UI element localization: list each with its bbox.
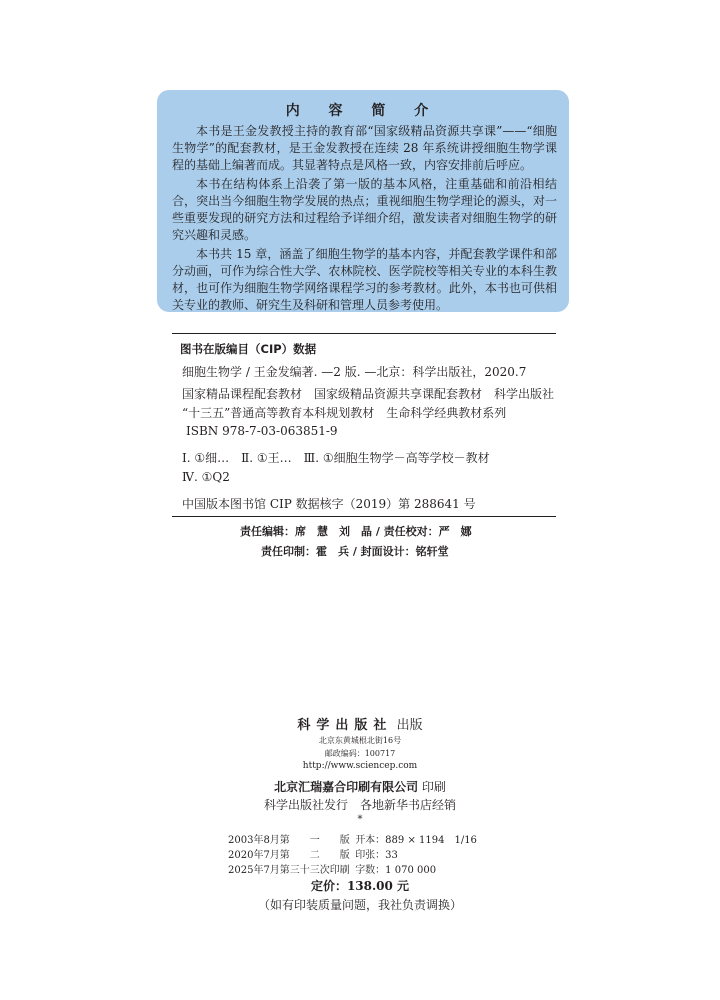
cip-heading: 图书在版编目（CIP）数据: [180, 342, 317, 356]
cip-line-classification: Ⅰ. ①细… Ⅱ. ①王… Ⅲ. ①细胞生物学－高等学校－教材: [182, 451, 490, 465]
distribution-line: 科学出版社发行 各地新华书店经销: [263, 798, 456, 812]
cip-line-classification-2: Ⅳ. ①Q2: [182, 470, 230, 484]
publisher-website: http://www.sciencep.com: [302, 761, 418, 771]
printer-action: 印刷: [421, 780, 446, 794]
edition-spec: 印张：33: [355, 850, 398, 861]
publisher-action: 出版: [396, 718, 423, 733]
summary-paragraph-3: 本书共 15 章，涵盖了细胞生物学的基本内容，并配套教学课件和部分动画，可作为综合性大学、农林院校、医学院校等相关专业的本科生教材，也可作为细胞生物学网络课程学习的参考教材。此外，本书也可供相关专业的教师、研究生及科研和管理人员参考使用。: [172, 247, 557, 312]
edition-row: [228, 831, 508, 846]
publisher-line: [0, 714, 720, 733]
cip-bottom-rule: [172, 516, 556, 517]
cip-line-isbn: ISBN 978-7-03-063851-9: [186, 424, 338, 438]
printer-name: 北京汇瑞嘉合印刷有限公司: [274, 780, 419, 794]
summary-title: 内 容 简 介: [285, 103, 441, 119]
cip-line-series-2: “十三五”普通高等教育本科规划教材 生命科学经典教材系列: [182, 406, 507, 420]
cip-line-title: 细胞生物学 / 王金发编著. —2 版. —北京：科学出版社，2020.7: [182, 365, 527, 379]
publisher-name: 科学出版社: [297, 718, 393, 733]
responsibility-editors: 责任编辑：席 慧 刘 晶 / 责任校对：严 娜: [240, 525, 472, 538]
edition-row: [228, 861, 508, 876]
responsibility-print-design: 责任印制：霍 兵 / 封面设计：铭轩堂: [261, 545, 449, 558]
edition-date: 2025年7月第三十三次印刷: [228, 865, 350, 876]
price: 定价：138.00 元: [310, 879, 410, 893]
cip-line-record-number: 中国版本图书馆 CIP 数据核字（2019）第 288641 号: [182, 497, 476, 511]
cip-top-rule: [172, 333, 556, 334]
separator-star: *: [357, 814, 363, 825]
publisher-postcode: 邮政编码：100717: [324, 749, 396, 758]
edition-date: 2020年7月第 二 版: [228, 850, 350, 861]
publisher-address: 北京东黄城根北街16号: [318, 736, 402, 745]
edition-spec: 字数：1 070 000: [355, 865, 437, 876]
summary-paragraph-1: 本书是王金发教授主持的教育部“国家级精品资源共享课”——“细胞生物学”的配套教材，是王金发教授在连续 28 年系统讲授细胞生物学课程的基础上编著而成。其显著特点是风格一致，内容安排前后呼应。: [172, 124, 557, 172]
edition-spec: 开本：889 × 1194 1/16: [355, 835, 477, 846]
cip-line-series-1: 国家精品课程配套教材 国家级精品资源共享课配套教材 科学出版社: [182, 387, 555, 401]
edition-date: 2003年8月第 一 版: [228, 835, 350, 846]
edition-row: [228, 846, 508, 861]
printer-line: [0, 778, 720, 795]
return-note: （如有印装质量问题，我社负责调换）: [257, 898, 462, 912]
summary-paragraph-2: 本书在结构体系上沿袭了第一版的基本风格，注重基础和前沿相结合，突出当今细胞生物学发展的热点；重视细胞生物学理论的源头，对一些重要发现的研究方法和过程给予详细介绍，激发读者对细胞生物学的研究兴趣和灵感。: [172, 177, 557, 242]
